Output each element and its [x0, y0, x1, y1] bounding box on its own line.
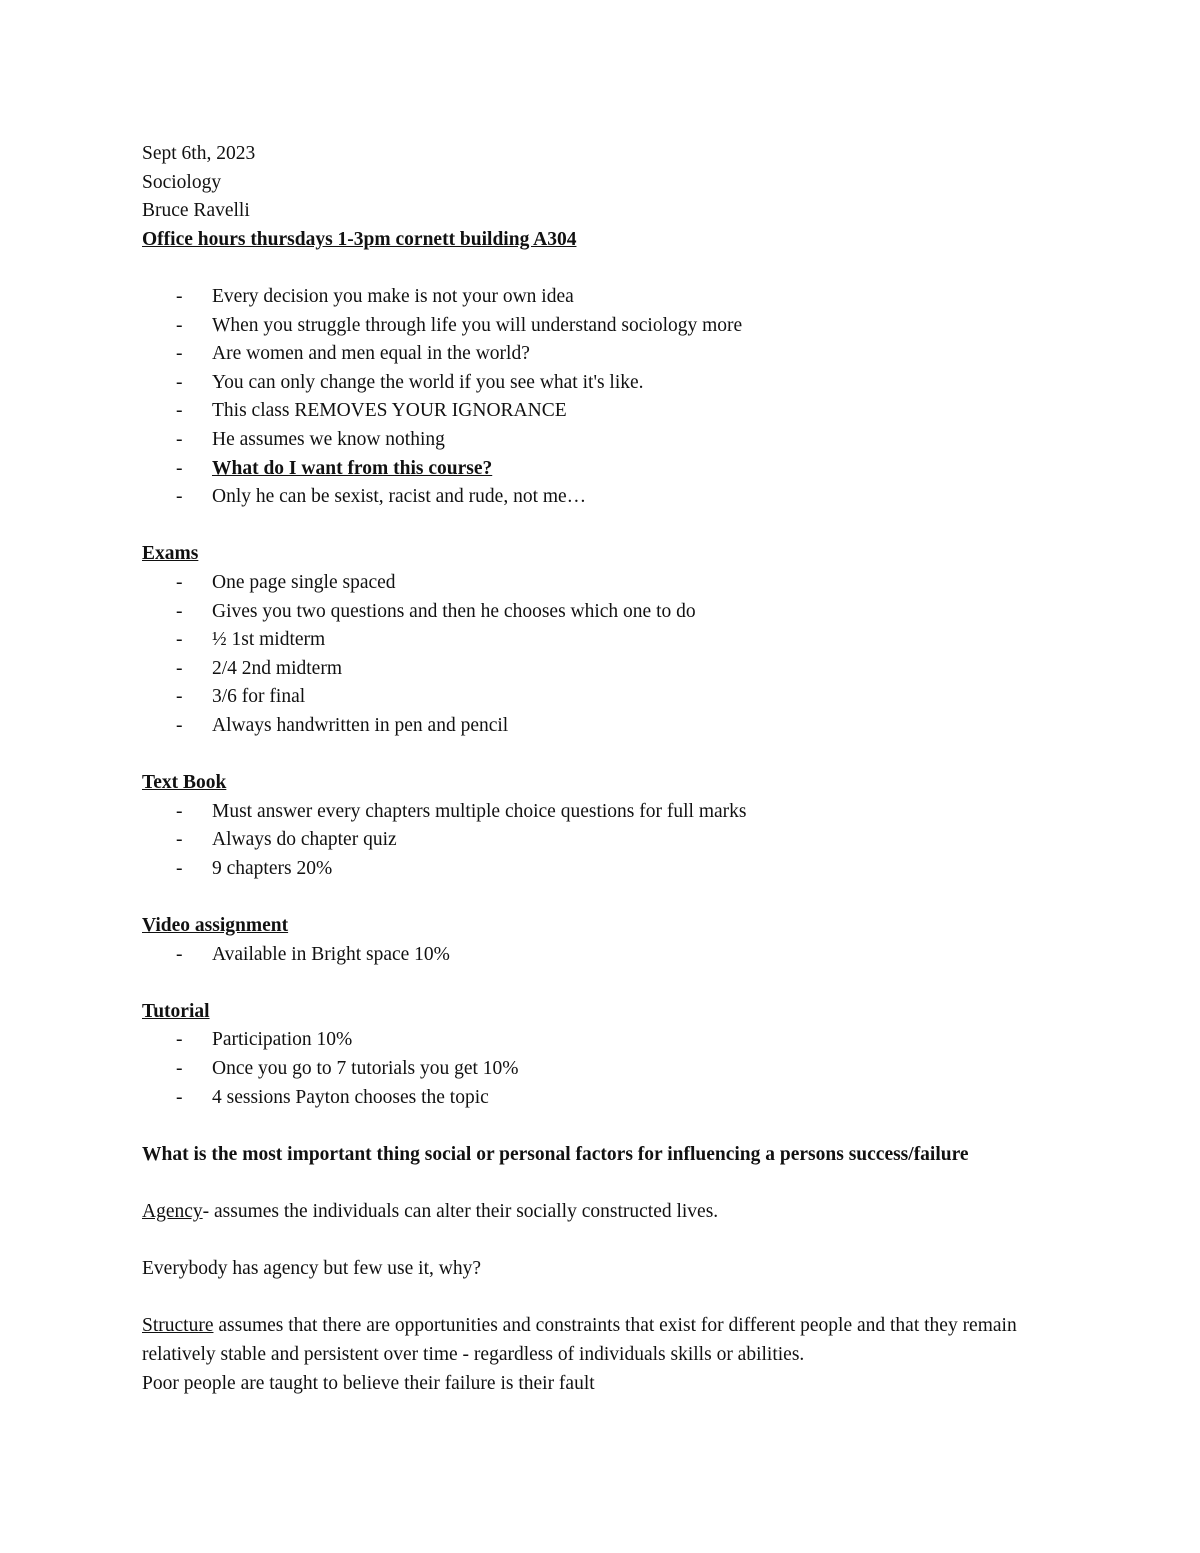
spacer	[142, 254, 1082, 283]
bullet-dash: -	[176, 1029, 183, 1051]
list-item	[142, 483, 1082, 512]
exams-heading: Exams	[142, 543, 199, 565]
list-item	[142, 598, 1082, 627]
list-item	[142, 1084, 1082, 1113]
list-item-text: Every decision you make is not your own idea	[212, 285, 574, 307]
list-item-text: Must answer every chapters multiple choice questions for full marks	[212, 800, 747, 822]
bullet-dash: -	[176, 1058, 183, 1079]
bullet-dash: -	[176, 714, 183, 736]
list-item-text: ½ 1st midterm	[212, 629, 326, 651]
exams-list	[142, 569, 1082, 741]
list-item	[142, 798, 1082, 827]
bullet-dash: -	[176, 285, 183, 307]
spacer	[142, 969, 1082, 998]
office-hours-line: Office hours thursdays 1-3pm cornett building A304	[142, 228, 577, 250]
list-item-text: Once you go to 7 tutorials you get 10%	[212, 1058, 519, 1079]
bullet-dash: -	[176, 686, 183, 708]
bullet-dash: -	[176, 428, 183, 450]
closing-line: Poor people are taught to believe their failure is their fault	[142, 1372, 595, 1394]
bullet-dash: -	[176, 629, 183, 651]
list-item	[142, 312, 1082, 341]
list-item-text: 2/4 2nd midterm	[212, 657, 342, 679]
bullet-dash: -	[176, 343, 183, 365]
structure-term: Structure	[142, 1315, 214, 1337]
list-item-text: 4 sessions Payton chooses the topic	[212, 1086, 489, 1108]
tutorial-list	[142, 1026, 1082, 1112]
question-line: What is the most important thing social or personal factors for influencing a persons success/failure	[142, 1143, 969, 1165]
bullet-dash: -	[176, 457, 183, 479]
bullet-dash: -	[176, 400, 183, 422]
professor-line: Bruce Ravelli	[142, 200, 250, 222]
list-item	[142, 340, 1082, 369]
bullet-dash: -	[176, 943, 183, 965]
bullet-dash: -	[176, 657, 183, 679]
agency-paragraph	[142, 1198, 1082, 1227]
bullet-dash: -	[176, 371, 183, 393]
list-item	[142, 569, 1082, 598]
agency-term: Agency	[142, 1200, 203, 1222]
list-item	[142, 283, 1082, 312]
textbook-list	[142, 798, 1082, 884]
spacer	[142, 883, 1082, 912]
list-item-text: Are women and men equal in the world?	[212, 343, 530, 365]
spacer	[142, 1284, 1082, 1313]
document-page	[142, 140, 1082, 1398]
list-item	[142, 626, 1082, 655]
course-line: Sociology	[142, 171, 222, 193]
video-heading: Video assignment	[142, 915, 289, 937]
list-item-text: Only he can be sexist, racist and rude, not me…	[212, 486, 587, 508]
agency-note: Everybody has agency but few use it, why?	[142, 1258, 481, 1280]
video-list	[142, 941, 1082, 970]
list-item-text: Gives you two questions and then he chooses which one to do	[212, 600, 696, 622]
list-item-text: One page single spaced	[212, 571, 396, 593]
spacer	[142, 1112, 1082, 1141]
spacer	[142, 1169, 1082, 1198]
bullet-dash: -	[176, 857, 183, 879]
date-line: Sept 6th, 2023	[142, 143, 256, 164]
list-item-text: Always handwritten in pen and pencil	[212, 714, 509, 736]
structure-paragraph	[142, 1312, 1062, 1369]
list-item-text: 9 chapters 20%	[212, 857, 333, 879]
intro-list	[142, 283, 1082, 512]
agency-definition: - assumes the individuals can alter their socially constructed lives.	[202, 1200, 719, 1222]
list-item	[142, 826, 1082, 855]
list-item-text: This class REMOVES YOUR IGNORANCE	[212, 400, 567, 422]
bullet-dash: -	[176, 571, 183, 593]
textbook-heading: Text Book	[142, 772, 227, 794]
list-item-text: He assumes we know nothing	[212, 428, 445, 450]
structure-definition: assumes that there are opportunities and constraints that exist for different people and that they remain relatively stable and persistent over time - regardless of individuals skills or abilities.	[142, 1315, 1017, 1365]
list-item	[142, 941, 1082, 970]
list-item	[142, 712, 1082, 741]
list-item-text: What do I want from this course?	[212, 457, 493, 479]
list-item	[142, 1055, 1082, 1084]
list-item	[142, 655, 1082, 684]
list-item	[142, 683, 1082, 712]
list-item-text: When you struggle through life you will understand sociology more	[212, 314, 743, 336]
spacer	[142, 740, 1082, 769]
bullet-dash: -	[176, 800, 183, 822]
spacer	[142, 1227, 1082, 1256]
list-item	[142, 397, 1082, 426]
bullet-dash: -	[176, 314, 183, 336]
list-item-text: You can only change the world if you see what it's like.	[212, 371, 644, 393]
list-item-text: Always do chapter quiz	[212, 829, 397, 851]
bullet-dash: -	[176, 1086, 183, 1108]
list-item-text: Participation 10%	[212, 1029, 353, 1051]
bullet-dash: -	[176, 486, 183, 508]
list-item	[142, 855, 1082, 884]
tutorial-heading: Tutorial	[142, 1000, 210, 1022]
list-item	[142, 455, 1082, 484]
list-item-text: Available in Bright space 10%	[212, 943, 450, 965]
list-item	[142, 426, 1082, 455]
list-item-text: 3/6 for final	[212, 686, 306, 708]
list-item	[142, 1026, 1082, 1055]
bullet-dash: -	[176, 600, 183, 622]
bullet-dash: -	[176, 829, 183, 851]
list-item	[142, 369, 1082, 398]
spacer	[142, 512, 1082, 541]
